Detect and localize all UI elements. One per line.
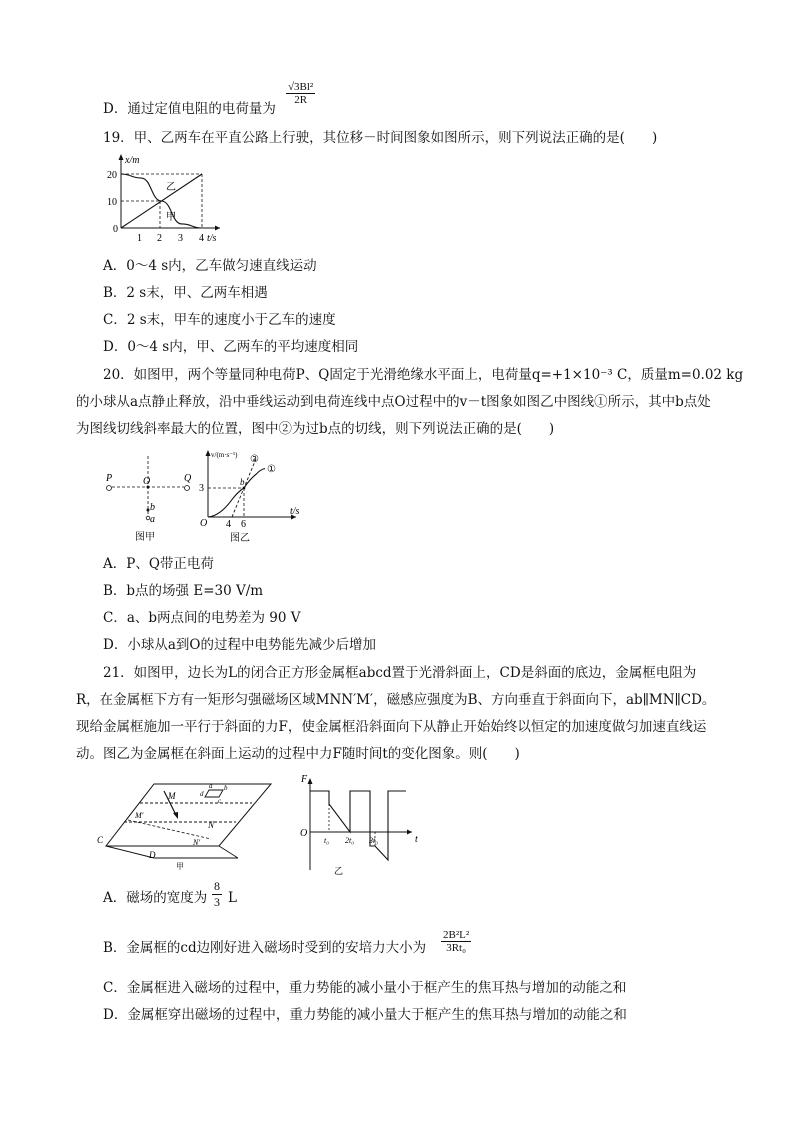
label-curve-2: ② <box>250 454 259 465</box>
q19-stem: 19．甲、乙两车在平直公路上行驶，其位移－时间图象如图所示，则下列说法正确的是( ) <box>103 130 658 146</box>
label-m: M <box>168 791 176 801</box>
label-jia: 甲 <box>166 212 176 223</box>
label-n-prime: N′ <box>193 838 201 847</box>
q21-stem-line-3: 现给金属框施加一平行于斜面的力F，使金属框沿斜面向下从静止开始始终以恒定的加速度做匀加速直线运 <box>76 719 707 735</box>
q21-option-a: A．磁场的宽度为 <box>103 890 208 906</box>
x-tick-6: 6 <box>241 519 246 530</box>
label-m-prime: M′ <box>135 811 144 820</box>
label-yi: 乙 <box>166 182 176 193</box>
q21-option-d: D．金属框穿出磁场的过程中，重力势能的减小量大于框产生的焦耳热与增加的动能之和 <box>103 1007 627 1023</box>
field-arrow-head <box>173 812 178 819</box>
tick-3t0: 3t₀ <box>369 836 379 845</box>
label-b: b <box>224 784 228 792</box>
y-axis-label: x/m <box>125 155 140 166</box>
q21-stem-line-1: 21．如图甲，边长为L的闭合正方形金属框abcd置于光滑斜面上，CD是斜面的底边，金属框电阻为 <box>103 665 697 681</box>
label-o: O <box>143 476 151 487</box>
incline-plane <box>106 784 271 846</box>
fraction-denominator: 3Rt₀ <box>446 942 466 954</box>
label-n: N <box>208 820 215 830</box>
q21-option-a-unit: L <box>228 890 237 906</box>
q20-stem-line-3: 为图线切线斜率最大的位置，图中②为过b点的切线，则下列说法正确的是( ) <box>76 421 555 437</box>
label-curve-1: ① <box>267 464 276 475</box>
x-tick-4: 4 <box>199 233 204 244</box>
q21-option-a-fraction <box>212 879 222 910</box>
x-axis-label: t/s <box>207 233 217 244</box>
q21-option-b-fraction <box>441 929 471 954</box>
f-axis-arrow <box>308 778 313 784</box>
caption-yi: 乙 <box>334 866 344 876</box>
fraction-denominator: 3 <box>214 895 220 909</box>
tick-2t0: 2t₀ <box>345 836 355 845</box>
origin-o: O <box>200 518 208 529</box>
q19-xt-graph <box>96 150 226 250</box>
caption-yi: 图乙 <box>230 533 250 544</box>
q20-fig-jia <box>98 450 198 545</box>
q21-option-c: C．金属框进入磁场的过程中，重力势能的减小量小于框产生的焦耳热与增加的动能之和 <box>103 980 627 996</box>
q20-stem-line-1: 20．如图甲，两个等量同种电荷P、Q固定于光滑绝缘水平面上，电荷量q=+1×10⁻³ C，质量m=0.02 kg <box>103 367 744 383</box>
q21-fig-jia-incline <box>96 772 276 872</box>
x-axis-label: t/s <box>290 506 300 517</box>
incline-side <box>219 846 238 858</box>
origin-o: O <box>300 828 308 839</box>
q21-stem-line-2: R，在金属框下方有一矩形匀强磁场区域MNN′M′，磁感应强度为B、方向垂直于斜面向下，ab∥MN∥CD。 <box>76 692 716 708</box>
q19-option-b: B．2 s末，甲、乙两车相遇 <box>103 285 268 301</box>
charge-q <box>185 486 190 491</box>
q19-option-a: A．0～4 s内，乙车做匀速直线运动 <box>103 258 317 274</box>
label-a: a <box>209 782 213 790</box>
q21-option-b: B．金属框的cd边刚好进入磁场时受到的安培力大小为 <box>103 940 427 956</box>
region-diagonal <box>128 820 211 839</box>
y-axis-label: v/(m·s⁻¹) <box>211 451 238 459</box>
q20-stem-line-2: 的小球从a点静止释放，沿中垂线运动到电荷连线中点O过程中的v－t图象如图乙中图线①所示，其中b点处 <box>76 394 711 410</box>
q20-option-d: D．小球从a到O的过程中电势能先减少后增加 <box>103 637 376 653</box>
q20-option-a: A．P、Q带正电荷 <box>103 556 214 572</box>
caption-jia: 图甲 <box>135 532 155 543</box>
label-c: c <box>218 797 222 805</box>
q21-ft-graph <box>290 770 430 880</box>
y-tick-0: 0 <box>113 224 118 235</box>
label-d-corner: D <box>149 850 156 860</box>
q21-stem-line-4: 动。图乙为金属框在斜面上运动的过程中力F随时间t的变化图象。则( ) <box>76 746 520 762</box>
q19-option-d: D．0～4 s内，甲、乙两车的平均速度相同 <box>103 339 359 355</box>
q18-option-d-fraction <box>286 81 315 106</box>
label-q: Q <box>184 473 192 484</box>
x-tick-3: 3 <box>178 233 183 244</box>
label-a: a <box>150 514 155 525</box>
fraction-numerator: 8 <box>214 879 220 893</box>
q20-option-b: B．b点的场强 E=30 V/m <box>103 583 264 599</box>
fraction-denominator: 2R <box>294 94 308 106</box>
q20-option-c: C．a、b两点间的电势差为 90 V <box>103 610 301 626</box>
incline-edge-cd <box>106 846 154 858</box>
fraction-numerator: 2B²L² <box>443 929 470 941</box>
charge-p <box>107 486 112 491</box>
label-d: d <box>200 790 204 798</box>
label-c-corner: C <box>97 835 104 845</box>
label-t: t <box>415 834 418 845</box>
caption-jia: 甲 <box>176 862 184 871</box>
label-f: F <box>301 774 308 785</box>
q18-option-d: D．通过定值电阻的电荷量为 <box>103 101 276 117</box>
y-tick-10: 10 <box>107 197 117 208</box>
x-tick-2: 2 <box>157 233 162 244</box>
y-axis-arrow <box>206 450 211 456</box>
y-tick-3: 3 <box>199 483 204 494</box>
x-tick-4: 4 <box>226 519 231 530</box>
label-b: b <box>150 502 155 513</box>
label-p: P <box>106 473 113 484</box>
label-b: b <box>240 477 245 487</box>
x-axis-arrow <box>215 226 220 231</box>
curve-1 <box>208 469 265 518</box>
tick-t0: t₀ <box>324 836 330 845</box>
y-axis-arrow <box>119 154 124 160</box>
f-t-curve <box>310 791 406 860</box>
q19-option-c: C．2 s末，甲车的速度小于乙车的速度 <box>103 312 336 328</box>
fraction-numerator: √3Bl² <box>288 81 314 93</box>
t-axis-arrow <box>407 830 412 835</box>
x-tick-1: 1 <box>137 233 142 244</box>
frame-abcd <box>205 790 223 797</box>
y-tick-20: 20 <box>107 170 117 181</box>
q20-vt-graph <box>196 446 306 546</box>
point-b <box>243 487 246 490</box>
